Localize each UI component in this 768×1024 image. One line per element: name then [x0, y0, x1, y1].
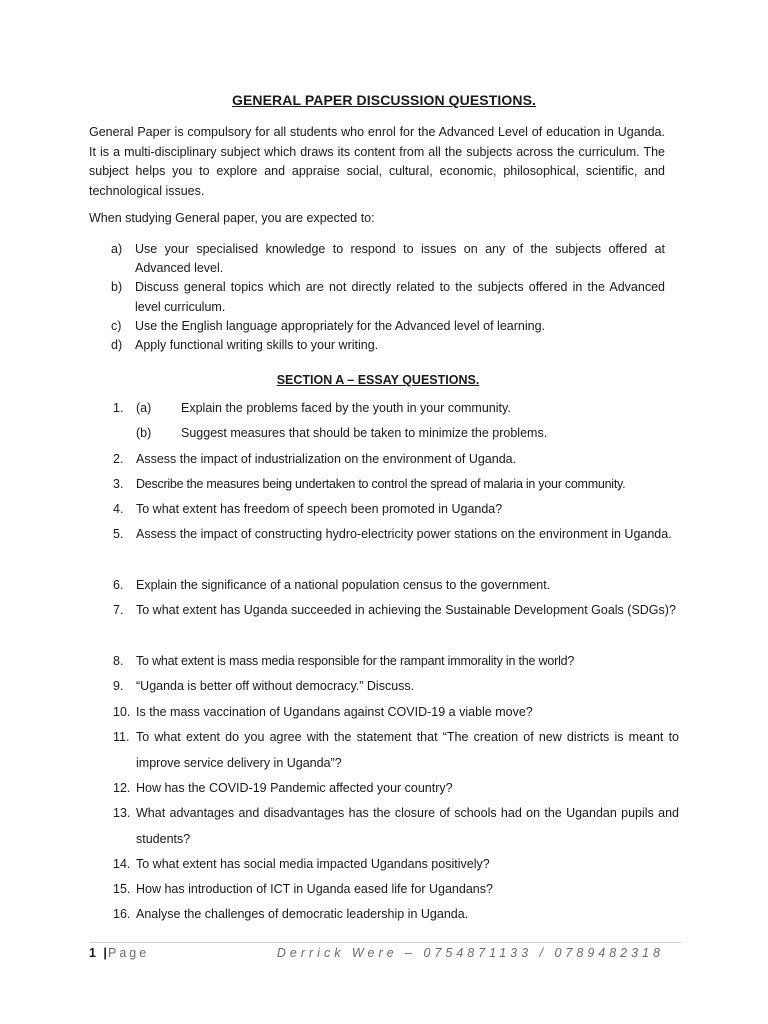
question-number: 11. [113, 730, 130, 744]
question-number: 6. [113, 578, 124, 592]
question-item [113, 598, 679, 624]
question-text: Assess the impact of constructing hydro-electricity power stations on the environment in Uganda. [136, 527, 672, 541]
question-number: 12. [113, 781, 131, 795]
question-item [113, 522, 679, 548]
question-item [113, 447, 679, 473]
question-item [113, 396, 679, 448]
section-heading: SECTION A – ESSAY QUESTIONS. [276, 373, 480, 387]
question-number: 7. [113, 603, 124, 617]
question-number: 3. [113, 477, 124, 491]
question-subpart-text: Suggest measures that should be taken to minimize the problems. [181, 426, 548, 440]
page-title: GENERAL PAPER DISCUSSION QUESTIONS. [231, 92, 537, 108]
list-item-text: Discuss general topics which are not directly related to the subjects offered in the Advanced level curriculum. [135, 280, 665, 314]
question-number: 2. [113, 452, 124, 466]
question-text: How has the COVID-19 Pandemic affected your country? [136, 781, 453, 795]
intro-paragraph: General Paper is compulsory for all students who enrol for the Advanced Level of education in Uganda. It is a multi-disciplinary subject which draws its content from all the subjects across the curriculum. The subject helps you to explore and appraise social, cultural, economic, philosophical, scientific, and technological issues. [89, 125, 665, 198]
list-item [89, 317, 665, 336]
question-item [113, 725, 679, 776]
list-marker: a) [111, 242, 123, 256]
question-item [113, 801, 679, 852]
question-text: To what extent has social media impacted Ugandans positively? [136, 857, 490, 871]
question-number: 10. [113, 705, 131, 719]
question-text: To what extent do you agree with the statement that “The creation of new districts is meant to improve service delivery in Uganda”? [136, 730, 679, 770]
question-text: Describe the measures being undertaken to control the spread of malaria in your community. [136, 477, 626, 491]
question-item [113, 472, 679, 498]
question-number: 9. [113, 679, 124, 693]
question-text: “Uganda is better off without democracy.” Discuss. [136, 679, 415, 693]
question-text: Explain the significance of a national population census to the government. [136, 578, 551, 592]
question-text: How has introduction of ICT in Uganda eased life for Ugandans? [136, 882, 493, 896]
question-number: 14. [113, 857, 131, 871]
list-item [89, 278, 665, 316]
question-subpart-marker: (b) [136, 426, 152, 440]
author-contact: Derrick Were – 0754871133 / 0789482318 [276, 946, 664, 960]
question-subpart-text: Explain the problems faced by the youth in your community. [181, 401, 511, 415]
question-text: Is the mass vaccination of Ugandans against COVID-19 a viable move? [136, 705, 533, 719]
question-number: 5. [113, 527, 124, 541]
question-item [113, 700, 679, 726]
lead-sentence: When studying General paper, you are expected to: [89, 211, 375, 225]
question-subpart-marker: (a) [136, 401, 152, 415]
question-item [113, 852, 679, 878]
page-label: Page [108, 946, 150, 960]
question-number: 15. [113, 882, 131, 896]
question-number: 8. [113, 654, 124, 668]
question-number: 16. [113, 907, 131, 921]
list-marker: b) [111, 280, 123, 295]
expectations-list [89, 240, 665, 355]
question-number: 1. [113, 401, 124, 415]
list-marker: c) [111, 318, 122, 333]
list-item-text: Use your specialised knowledge to respond to issues on any of the subjects offered at Advanced level. [135, 242, 665, 276]
question-number: 4. [113, 502, 124, 516]
footer-divider [89, 942, 681, 943]
list-item-text: Apply functional writing skills to your writing. [135, 338, 379, 353]
list-item [89, 240, 665, 278]
question-text: To what extent is mass media responsible for the rampant immorality in the world? [136, 654, 575, 668]
list-item [89, 336, 665, 355]
page-number: 1 | [89, 946, 109, 960]
question-item [113, 573, 679, 599]
question-item [113, 877, 679, 903]
question-number: 13. [113, 806, 131, 820]
question-text: What advantages and disadvantages has the closure of schools had on the Ugandan pupils and students? [136, 806, 679, 846]
question-item [113, 902, 679, 928]
question-text: Analyse the challenges of democratic leadership in Uganda. [136, 907, 469, 921]
question-item [113, 497, 679, 523]
question-text: To what extent has Uganda succeeded in achieving the Sustainable Development Goals (SDGs)? [136, 603, 676, 617]
question-item [113, 649, 679, 675]
question-item [113, 776, 679, 802]
list-marker: d) [111, 338, 123, 353]
question-text: Assess the impact of industrialization on the environment of Uganda. [136, 452, 517, 466]
list-item-text: Use the English language appropriately for the Advanced level of learning. [135, 318, 545, 333]
question-item [113, 674, 679, 700]
question-text: To what extent has freedom of speech been promoted in Uganda? [136, 502, 503, 516]
